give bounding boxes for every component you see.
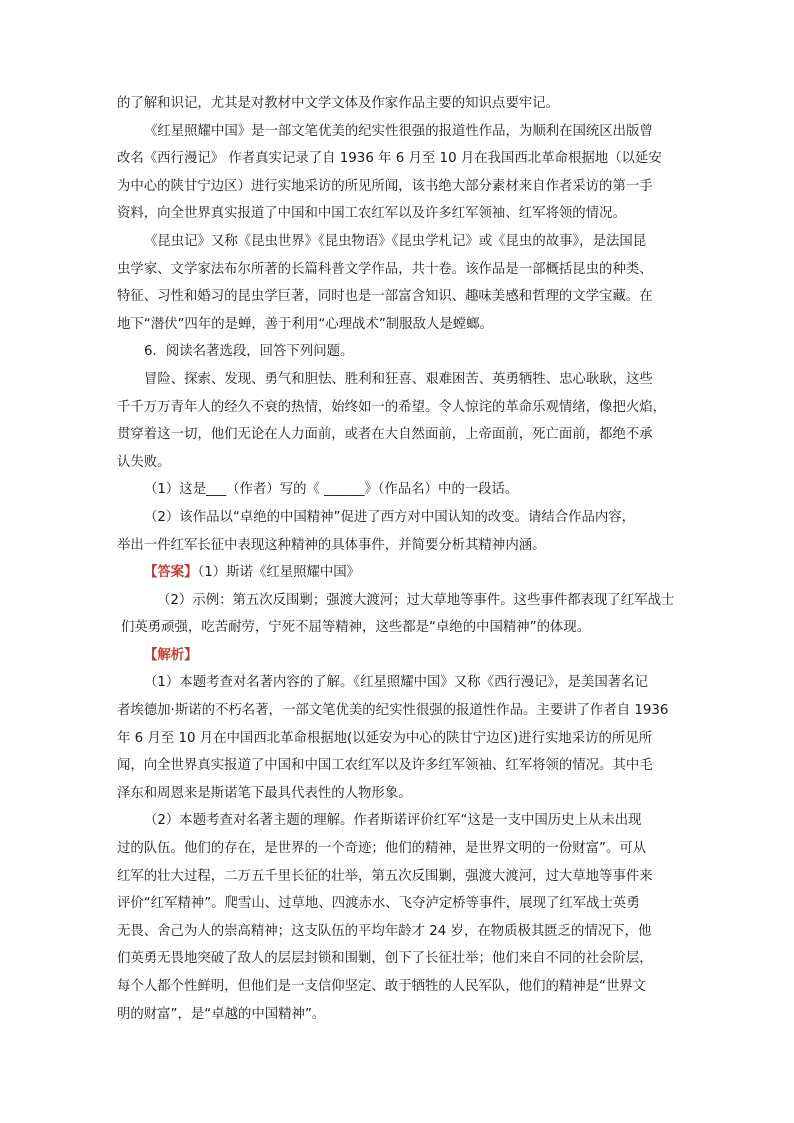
paragraph-line: 《红星照耀中国》是一部文笔优美的纪实性很强的报道性作品，为顺利在国统区出版曾 <box>144 123 653 139</box>
answer-section <box>117 559 679 642</box>
paragraph-line: 虫学家、文学家法布尔所著的长篇科普文学作品，共十卷。该作品是一部概括昆虫的种类、 <box>117 261 653 277</box>
analysis-label-line <box>117 642 679 670</box>
analysis-part-1-line: 年 6 月至 10 月在中国西北革命根据地(以延安为中心的陕甘宁边区)进行实地采访的所见所 <box>117 730 653 746</box>
answer-part-1: （1）斯诺《红星照耀中国》 <box>197 565 361 581</box>
analysis-part-2-line: 红军的壮大过程，二万五千里长征的壮举，第五次反围剿，强渡大渡河，过大草地等事件来 <box>117 868 653 884</box>
analysis-part-2-line: 每个人都个性鲜明，但他们是一支信仰坚定、敢于牺牲的人民军队，他们的精神是“世界文 <box>117 979 647 994</box>
paragraph-line: 为中心的陕甘宁边区）进行实地采访的所见所闻，该书绝大部分素材来自作者采访的第一手 <box>117 178 653 194</box>
question-title: 6．阅读名著选段，回答下列问题。 <box>144 344 354 360</box>
analysis-part-2-line: （2）本题考查对名著主题的理解。作者斯诺评价红军“这是一支中国历史上从未出现 <box>144 813 642 829</box>
kunchong-paragraph <box>117 228 679 338</box>
analysis-part-1-line: 闻，向全世界真实报道了中国和中国工农红军以及许多红军领袖、红军将领的情况。其中毛 <box>117 758 653 774</box>
analysis-part-2-line: 明的财富”，是“卓越的中国精神”。 <box>117 1006 326 1022</box>
paragraph-line: 改名《西行漫记》 作者真实记录了自 1936 年 6 月至 10 月在我国西北革命根据地（以延安 <box>117 151 662 167</box>
analysis-part-1-line: （1）本题考查对名著内容的了解。《红星照耀中国》又称《西行漫记》，是美国著名记 <box>144 675 648 691</box>
intro-line: 的了解和识记，尤其是对教材中文学文体及作家作品主要的知识点要牢记。 <box>117 96 559 111</box>
sub-question-2-line: （2）该作品以“卓绝的中国精神”促进了西方对中国认知的改变。请结合作品内容， <box>144 509 636 525</box>
paragraph-line: 特征、习性和婚习的昆虫学巨著，同时也是一部富含知识、趣味美感和哲理的文学宝藏。在 <box>117 289 653 305</box>
analysis-part-1-line: 泽东和周恩来是斯诺笔下最具代表性的人物形象。 <box>117 785 412 801</box>
paragraph-line: 资料，向全世界真实报道了中国和中国工农红军以及许多红军领袖、红军将领的情况。 <box>117 206 626 222</box>
paragraph-line: 《昆虫记》又称《昆虫世界》《昆虫物语》《昆虫学札记》或《昆虫的故事》，是法国昆 <box>144 233 647 249</box>
analysis-part-2-line: 评价“红军精神”。爬雪山、过草地、四渡赤水、飞夺泸定桥等事件，展现了红军战士英勇 <box>117 896 640 912</box>
document-page <box>117 90 679 1028</box>
passage-line: 千千万万青年人的经久不衰的热情，始终如一的希望。令人惊诧的革命乐观情绪，像把火焰， <box>117 399 667 415</box>
analysis-part-2-line: 们英勇无畏地突破了敌人的层层封锁和围剿，创下了长征壮举；他们来自不同的社会阶层， <box>117 951 653 967</box>
answer-line <box>117 559 679 587</box>
analysis-part-2-line: 过的队伍。他们的存在，是世界的一个奇迹；他们的精神，是世界文明的一份财富”。可从 <box>117 841 647 857</box>
analysis-part-1-line: 者埃德加·斯诺的不朽名著，一部文笔优美的纪实性很强的报道性作品。主要讲了作者自 1936 <box>117 703 669 719</box>
analysis-part-2-line: 无畏、舍己为人的崇高精神；这支队伍的平均年龄才 24 岁，在物质极其匮乏的情况下，他 <box>117 923 652 939</box>
passage-line: 冒险、探索、发现、勇气和胆怯、胜利和狂喜、艰难困苦、英勇牺牲、忠心耿耿，这些 <box>144 371 653 387</box>
answer-part-2-line: （2）示例：第五次反围剿；强渡大渡河；过大草地等事件。这些事件都表现了红军战士 <box>157 592 675 608</box>
analysis-label: 【解析】 <box>144 647 198 663</box>
answer-part-2-line: 们英勇顽强，吃苦耐劳，宁死不屈等精神，这些都是“卓绝的中国精神”的体现。 <box>121 620 591 636</box>
hongxing-paragraph <box>117 118 679 228</box>
passage-line: 认失败。 <box>117 454 171 470</box>
paragraph-line: 地下“潜伏”四年的是蝉，善于利用“心理战术”制服敌人是螳螂。 <box>117 316 493 332</box>
sub-question-1: （1）这是___（作者）写的《 ______》（作品名）中的一段话。 <box>144 482 519 498</box>
sub-question-2-line: 举出一件红军长征中表现这种精神的具体事件，并简要分析其精神内涵。 <box>117 537 546 553</box>
analysis-section <box>117 642 679 1028</box>
question-6 <box>117 338 679 559</box>
answer-label: 【答案】 <box>144 565 198 581</box>
passage-line: 贯穿着这一切，他们无论在人力面前，或者在大自然面前，上帝面前，死亡面前，都绝不承 <box>117 427 653 443</box>
